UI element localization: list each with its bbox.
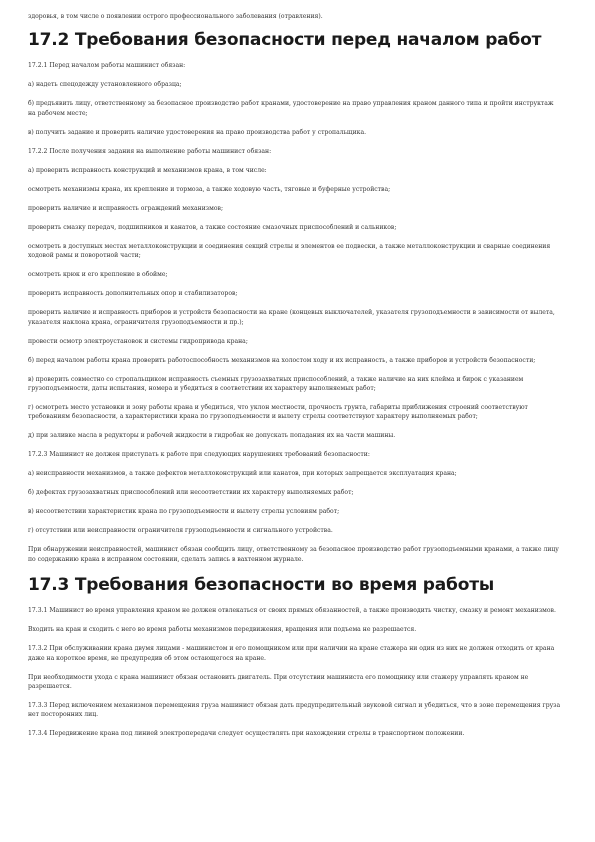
paragraph: При необходимости ухода с крана машинист обязан остановить двигатель. При отсутствии машиниста его помощнику или стажеру управлять краном не разрешается. [28,673,529,691]
paragraph: 17.3.4 Передвижение крана под линией электропередачи следует осуществлять при нахождении стрелы в транспортном положении. [28,730,465,738]
top-line: здоровья, в том числе о появлении острого профессионального заболевания (отравления). [28,13,323,20]
paragraph: 17.3.3 Перед включением механизмов перемещения груза машинист обязан дать предупредительный звуковой сигнал и убедиться, что в зоне перемещения груза нет посторонних лиц. [28,702,561,719]
paragraph: проверить смазку передач, подшипников и канатов, а также состояние смазочных приспособлений и сальников; [28,223,397,231]
paragraph: проверить исправность дополнительных опор и стабилизаторов; [28,290,238,298]
paragraph: осмотреть крюк и его крепление в обойме; [28,271,168,279]
paragraph: проверить наличие и исправность ограждений механизмов; [28,204,224,212]
paragraph: б) предъявить лицу, ответственному за безопасное производство работ кранами, удостоверение на право управления краном данного типа и пройти инструктаж на рабочем месте; [28,100,554,117]
paragraph: 17.2.1 Перед началом работы машинист обязан: [28,62,186,70]
paragraph: осмотреть механизмы крана, их крепление и тормоза, а также ходовую часть, тяговые и буферные устройства; [28,185,391,193]
paragraph: а) надеть спецодежду установленного образца; [28,81,182,89]
section-heading-17-3: 17.3 Требования безопасности во время работы [28,575,495,596]
paragraph: осмотреть в доступных местах металлоконструкции и соединения секций стрелы и элементов ее подвески, а также металлоконструкции и сварные соединения ходовой рамы и поворотной части; [28,242,551,260]
paragraph: в) проверить совместно со стропальщиком исправность съемных грузозахватных приспособлений, а также наличие на них клейма и бирок с указанием грузоподъемности, даты испытания, номера и убедиться в соответствии их характеру выполняемых работ; [28,375,524,393]
paragraph: При обнаружении неисправностей, машинист обязан сообщить лицу, ответственному за безопасное производство работ грузоподъемными кранами, а также лицу по содержанию крана в исправном состоянии, сделать запись в вахтенном журнале. [28,546,559,563]
paragraph: проверить наличие и исправность приборов и устройств безопасности на кране (концевых выключателей, указателя грузоподъемности в зависимости от вылета, указателя наклона крана, ограничителя грузоподъемности и пр.); [28,309,555,326]
paragraph: 17.3.1 Машинист во время управления краном не должен отвлекаться от своих прямых обязанностей, а также производить чистку, смазку и ремонт механизмов. [28,607,556,615]
paragraph: д) при заливке масла в редукторы и рабочей жидкости в гидробак не допускать попадания их на части машины. [28,432,396,440]
paragraph: в) несоответствии характеристик крана по грузоподъемности и вылету стрелы условиям работ; [28,508,340,516]
paragraph: 17.3.2 При обслуживании крана двумя лицами - машинистом и его помощником или при наличии на кране стажера ни один из них не должен отходить от крана даже на короткое время, не предупредив об этом остающегося на кране. [28,645,555,662]
paragraph: г) отсутствии или неисправности ограничителя грузоподъемности и сигнального устройства. [28,527,333,535]
paragraph: 17.2.2 После получения задания на выполнение работы машинист обязан: [28,147,272,155]
section-heading-17-2: 17.2 Требования безопасности перед началом работ [28,30,542,51]
paragraph: Входить на кран и сходить с него во время работы механизмов передвижения, вращения или подъема не разрешается. [28,626,417,634]
paragraph: в) получить задание и проверить наличие удостоверения на право производства работ у стропальщика. [28,128,367,136]
paragraph: провести осмотр электроустановок и системы гидропривода крана; [28,337,248,345]
paragraph: б) дефектах грузозахватных приспособлений или несоответствии их характеру выполняемых работ; [28,489,354,497]
paragraph: а) неисправности механизмов, а также дефектов металлоконструкций или канатов, при которых запрещается эксплуатация крана; [28,470,457,478]
paragraph: б) перед началом работы крана проверить работоспособность механизмов на холостом ходу и их исправность, а также приборов и устройств безопасности; [28,356,536,364]
paragraph: 17.2.3 Машинист не должен приступать к работе при следующих нарушениях требований безопасности: [28,451,370,459]
paragraph: а) проверить исправность конструкций и механизмов крана, в том числе: [28,166,267,174]
paragraph: г) осмотреть место установки и зону работы крана и убедиться, что уклон местности, прочность грунта, габариты приближения строений соответствуют требованиям безопасности, а характеристики крана по грузоподъемности и вылету стрелы соответствуют характеру выполняемых работ; [28,404,528,421]
